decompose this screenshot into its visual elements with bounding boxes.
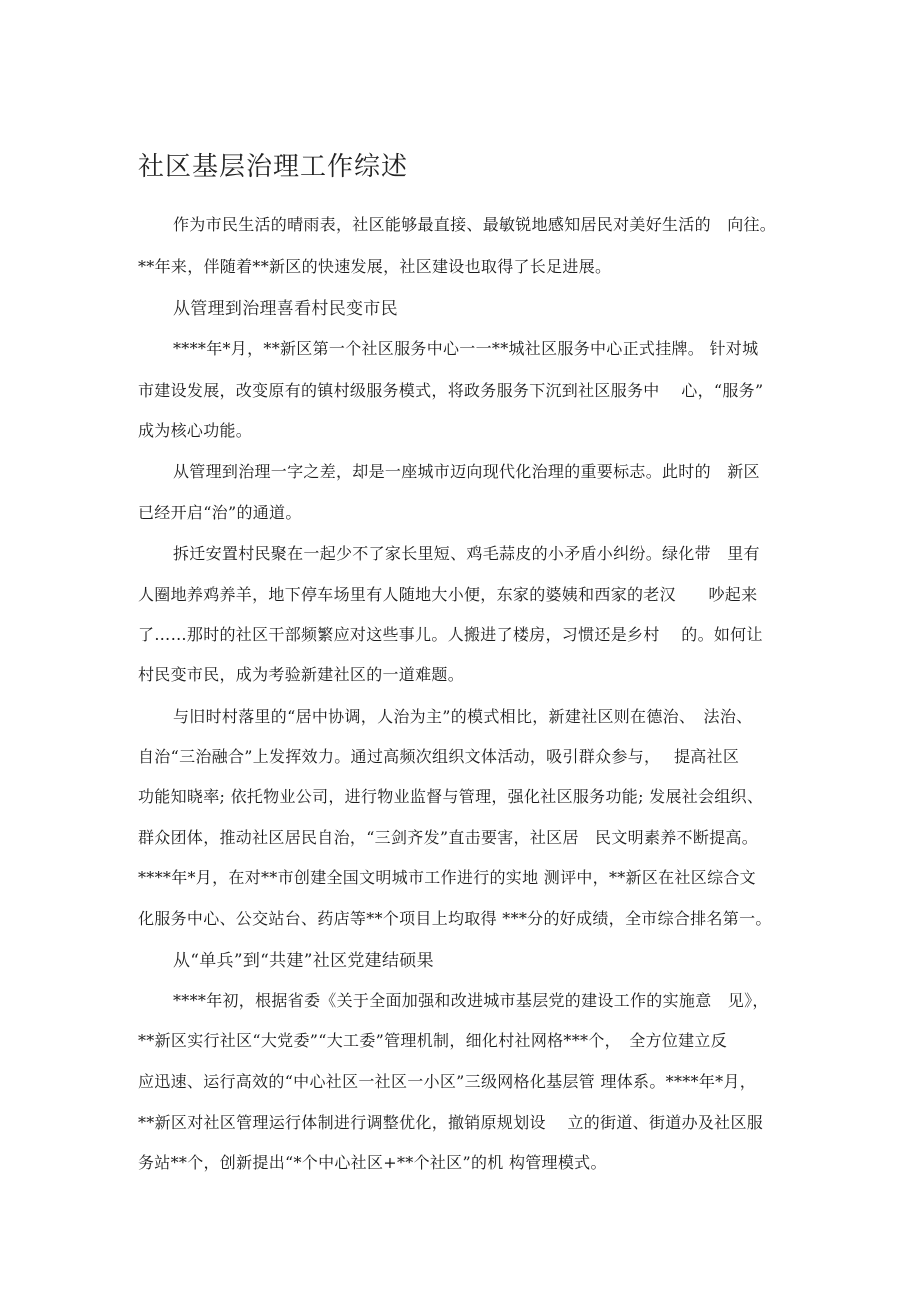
paragraph-line: ****年*月，在对**市创建全国文明城市工作进行的实地 测评中，**新区在社区综合文 bbox=[138, 868, 756, 887]
paragraph-line: ****年*月，**新区第一个社区服务中心一一**城社区服务中心正式挂牌。 针对城 bbox=[173, 339, 759, 358]
paragraph-line: 从管理到治理一字之差，却是一座城市迈向现代化治理的重要标志。此时的 新区 bbox=[173, 462, 760, 481]
paragraph-line: 与旧时村落里的“居中协调，人治为主”的模式相比，新建社区则在德治、 法治、 bbox=[173, 707, 753, 726]
section-heading: 从“单兵”到“共建”社区党建结硕果 bbox=[173, 951, 434, 971]
paragraph-line: 作为市民生活的晴雨表，社区能够最直接、最敏锐地感知居民对美好生活的 向往。 bbox=[173, 215, 777, 234]
paragraph-line: **年来，伴随着**新区的快速发展，社区建设也取得了长足进展。 bbox=[138, 257, 612, 276]
paragraph-line: 自治“三治融合”上发挥效力。通过高频次组织文体活动，吸引群众参与， 提高社区 bbox=[138, 747, 740, 766]
paragraph-line: 功能知晓率; 依托物业公司，进行物业监督与管理，强化社区服务功能; 发展社会组织、 bbox=[138, 787, 764, 806]
paragraph-line: 人圈地养鸡养羊，地下停车场里有人随地大小便，东家的婆姨和西家的老汉 吵起来 bbox=[138, 585, 758, 604]
paragraph-line: 村民变市民，成为考验新建社区的一道难题。 bbox=[138, 665, 465, 684]
paragraph-line: 务站**个，创新提出“*个中心社区+**个社区”的机 构管理模式。 bbox=[138, 1153, 607, 1172]
document-title: 社区基层治理工作综述 bbox=[138, 152, 409, 182]
paragraph-line: **新区对社区管理运行体制进行调整优化，撤销原规划设 立的街道、街道办及社区服 bbox=[138, 1113, 764, 1132]
paragraph-line: **新区实行社区“大党委”“大工委”管理机制，细化村社网格***个， 全方位建立反 bbox=[138, 1031, 728, 1050]
paragraph-line: 市建设发展，改变原有的镇村级服务模式，将政务服务下沉到社区服务中 心，“服务” bbox=[138, 381, 764, 400]
paragraph-line: 群众团体，推动社区居民自治，“三剑齐发”直击要害，社区居 民文明素养不断提高。 bbox=[138, 828, 759, 847]
paragraph-line: 已经开启“治”的通道。 bbox=[138, 503, 302, 522]
paragraph-line: 成为核心功能。 bbox=[138, 421, 253, 440]
paragraph-line: 化服务中心、公交站台、药店等**个项目上均取得 ***分的好成绩，全市综合排名第一。 bbox=[138, 909, 772, 928]
paragraph-line: 了……那时的社区干部频繁应对这些事儿。人搬进了楼房，习惯还是乡村 的。如何让 bbox=[138, 625, 763, 644]
paragraph-line: 应迅速、运行高效的“中心社区一社区一小区”三级网格化基层管 理体系。****年*月， bbox=[138, 1072, 757, 1091]
paragraph-line: ****年初，根据省委《关于全面加强和改进城市基层党的建设工作的实施意 见》， bbox=[173, 991, 769, 1010]
paragraph-line: 拆迁安置村民聚在一起少不了家长里短、鸡毛蒜皮的小矛盾小纠纷。绿化带 里有 bbox=[173, 544, 760, 563]
section-heading: 从管理到治理喜看村民变市民 bbox=[173, 299, 398, 319]
